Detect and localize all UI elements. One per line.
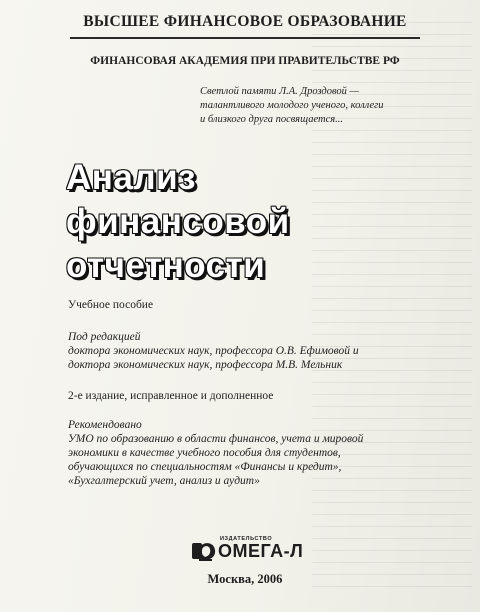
dedication-line: и близкого друга посвящается... [200, 114, 344, 125]
recommendation-line: Рекомендовано [68, 419, 142, 431]
publisher-name: ОМЕГА-Л [218, 541, 304, 561]
editors-line: Под редакцией [68, 331, 141, 343]
title-line: Анализ [66, 158, 197, 197]
title-line: финансовой [66, 202, 290, 241]
recommendation-line: «Бухгалтерский учет, анализ и аудит» [68, 475, 260, 487]
recommendation [68, 418, 468, 488]
document-type: Учебное пособие [68, 299, 154, 311]
series-title: ВЫСШЕЕ ФИНАНСОВОЕ ОБРАЗОВАНИЕ [83, 13, 407, 30]
header-rule [70, 37, 420, 39]
dedication [200, 85, 470, 127]
editors-line: доктора экономических наук, профессора М.В. Мельник [68, 359, 343, 371]
recommendation-line: экономики в качестве учебного пособия для студентов, [68, 447, 341, 459]
dedication-line: талантливого молодого ученого, коллеги [200, 100, 384, 111]
academy-name: ФИНАНСОВАЯ АКАДЕМИЯ ПРИ ПРАВИТЕЛЬСТВЕ РФ [90, 55, 400, 67]
publisher-label: ИЗДАТЕЛЬСТВО [220, 536, 273, 542]
book-title [66, 156, 290, 288]
recommendation-line: УМО по образованию в области финансов, учета и мировой [68, 433, 364, 445]
dedication-line: Светлой памяти Л.А. Дроздовой — [200, 86, 359, 97]
edition-note: 2-е издание, исправленное и дополненное [68, 390, 274, 402]
publisher-logo [190, 536, 350, 566]
omega-logo-icon [190, 539, 218, 563]
recommendation-line: обучающихся по специальностям «Финансы и кредит», [68, 461, 342, 473]
editors-line: доктора экономических наук, профессора О.В. Ефимовой и [68, 345, 359, 357]
imprint: Москва, 2006 [207, 572, 283, 586]
editors [68, 330, 468, 372]
title-line: отчетности [66, 246, 266, 285]
